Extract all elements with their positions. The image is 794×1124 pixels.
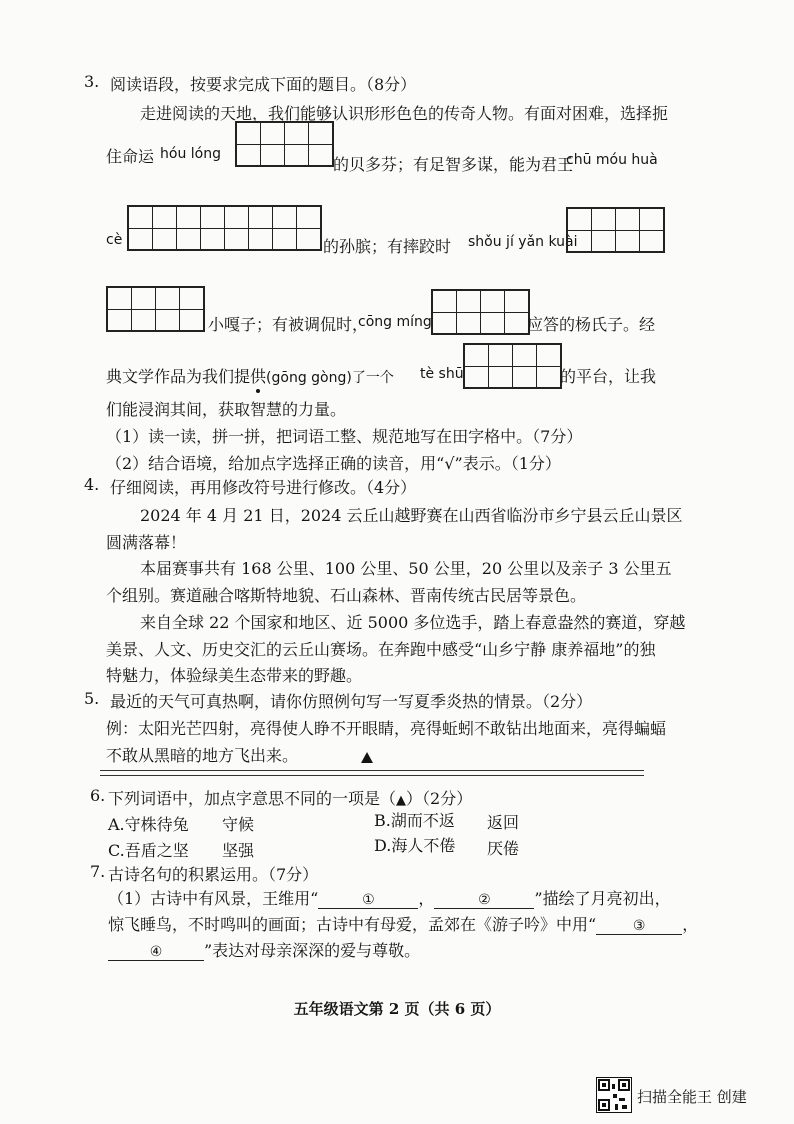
qr-code-icon (596, 1077, 632, 1113)
q3-subquestion-1: （1）读一读，拼一拼，把词语工整、规范地写在田字格中。（7分） (106, 427, 583, 446)
q7-text: ”描绘了月亮初出， (534, 889, 671, 908)
tianzige-box-1[interactable] (235, 121, 334, 167)
q3-passage-text: 小嘎子；有被调侃时， (208, 315, 369, 334)
q6-stem (108, 786, 472, 809)
q3-passage-line5 (106, 364, 394, 387)
q7-stem: 古诗名句的积累运用。（7分） (108, 865, 319, 884)
q4-text-line: 2024 年 4 月 21 日，2024 云丘山越野赛在山西省临汾市乡宁县云丘山景区 (140, 506, 683, 525)
q6-option-c-word: 坚强 (222, 841, 255, 860)
answer-blank-4[interactable]: ④ (108, 944, 204, 961)
q3-passage-line6: 们能浸润其间，获取智慧的力量。 (106, 400, 347, 419)
q6-option-d-word: 厌倦 (487, 839, 520, 858)
q4-stem: 仔细阅读，再用修改符号进行修改。（4分） (110, 478, 417, 497)
q6-option-b-word: 返回 (487, 813, 520, 832)
answer-blank-marker[interactable]: ▲ (396, 793, 407, 808)
dotted-char: 供 (250, 367, 267, 386)
q7-line3 (108, 938, 420, 961)
q6-option-d[interactable]: D.海人不倦 (374, 836, 456, 855)
q4-text-line: 美景、人文、历史交汇的云丘山赛场。在奔跑中感受“山乡宁静 康养福地”的独 (106, 640, 656, 659)
q3-passage-text: 应答的杨氏子。经 (527, 315, 656, 334)
q3-pinyin-2b: cè (106, 232, 123, 248)
tianzige-box-6[interactable] (463, 343, 562, 389)
q3-pinyin-2: chū móu huà (566, 152, 658, 168)
q3-passage-line1: 走进阅读的天地，我们能够认识形形色色的传奇人物。有面对困难，选择扼 (140, 104, 669, 123)
q3-stem: 阅读语段，按要求完成下面的题目。（8分） (110, 75, 417, 94)
q3-number: 3. (84, 72, 100, 91)
q4-text-line: 特魅力，体验绿美生态带来的野趣。 (106, 666, 363, 685)
q5-number: 5. (84, 689, 100, 708)
answer-blank-3[interactable]: ③ (596, 918, 682, 935)
q3-pinyin-4: cōng míng (358, 314, 432, 330)
q7-number: 7. (90, 862, 106, 881)
q3-subquestion-2: （2）结合语境，给加点字选择正确的读音，用“√”表示。（1分） (106, 454, 561, 473)
q3-pinyin-options: (gōng gòng)了一个 (266, 370, 394, 386)
q3-pinyin-5: tè shū (420, 366, 464, 382)
answer-marker-triangle (361, 752, 373, 763)
q7-line2: 惊飞睡鸟，不时鸣叫的画面；古诗中有母爱，孟郊在《游子吟》中用“ ③ ， (108, 915, 699, 934)
answer-blank-1[interactable]: ① (318, 892, 418, 909)
q7-text: （1）古诗中有风景，王维用“ (108, 889, 319, 908)
q5-example-line: 例：太阳光芒四射，亮得使人睁不开眼睛，亮得蚯蚓不敢钻出地面来，亮得蝙蝠 (106, 719, 667, 738)
q3-pinyin-1: hóu lóng (160, 146, 221, 162)
q4-number: 4. (84, 475, 100, 494)
q7-text: 惊飞睡鸟，不时鸣叫的画面；古诗中有母爱，孟郊在《游子吟》中用“ (108, 915, 597, 934)
tianzige-box-2[interactable] (127, 205, 322, 251)
q6-stem-text: 下列词语中，加点字意思不同的一项是（ (108, 789, 397, 808)
q5-example-line: 不敢从黑暗的地方飞出来。 (106, 746, 299, 765)
q3-passage-text: 的平台，让我 (560, 367, 657, 386)
q6-option-c[interactable]: C.吾盾之坚 (108, 841, 189, 860)
section-divider (100, 770, 644, 776)
answer-blank-2[interactable]: ② (434, 892, 534, 909)
q6-option-a-word: 守候 (222, 815, 255, 834)
q3-pinyin-3: shǒu jí yǎn kuài (468, 234, 578, 250)
q6-stem-text: ）（2分） (406, 789, 473, 808)
q6-option-a[interactable]: A.守株待兔 (108, 815, 189, 834)
q3-passage-text: 典文学作品为我们提 (106, 367, 251, 386)
q6-option-b[interactable]: B.湖而不返 (374, 811, 455, 830)
q4-text-line: 圆满落幕！ (106, 533, 187, 552)
page-footer: 五年级语文第 2 页（共 6 页） (293, 1000, 501, 1018)
q4-text-line: 来自全球 22 个国家和地区、近 5000 多位选手，踏上春意盎然的赛道，穿越 (140, 613, 686, 632)
tianzige-box-3[interactable] (566, 207, 665, 253)
q7-text: ”表达对母亲深深的爱与尊敬。 (204, 941, 421, 960)
q3-passage-text: 住命运 (106, 147, 155, 166)
q3-passage-text: 的贝多芬；有足智多谋，能为君王 (333, 155, 574, 174)
q3-passage-text: 的孙膑；有摔跤时 (323, 237, 452, 256)
tianzige-box-5[interactable] (431, 289, 530, 335)
q5-stem: 最近的天气可真热啊，请你仿照例句写一写夏季炎热的情景。（2分） (110, 692, 593, 711)
tianzige-box-4[interactable] (106, 286, 205, 332)
q4-text-line: 个组别。赛道融合喀斯特地貌、石山森林、晋南传统古民居等景色。 (106, 586, 587, 605)
q6-number: 6. (90, 786, 106, 805)
q4-text-line: 本届赛事共有 168 公里、100 公里、50 公里，20 公里以及亲子 3 公里五 (140, 559, 672, 578)
scanner-watermark: 扫描全能王 创建 (637, 1088, 747, 1106)
q7-line1: （1）古诗中有风景，王维用“ ① ， ② ”描绘了月亮初出， (108, 889, 671, 908)
